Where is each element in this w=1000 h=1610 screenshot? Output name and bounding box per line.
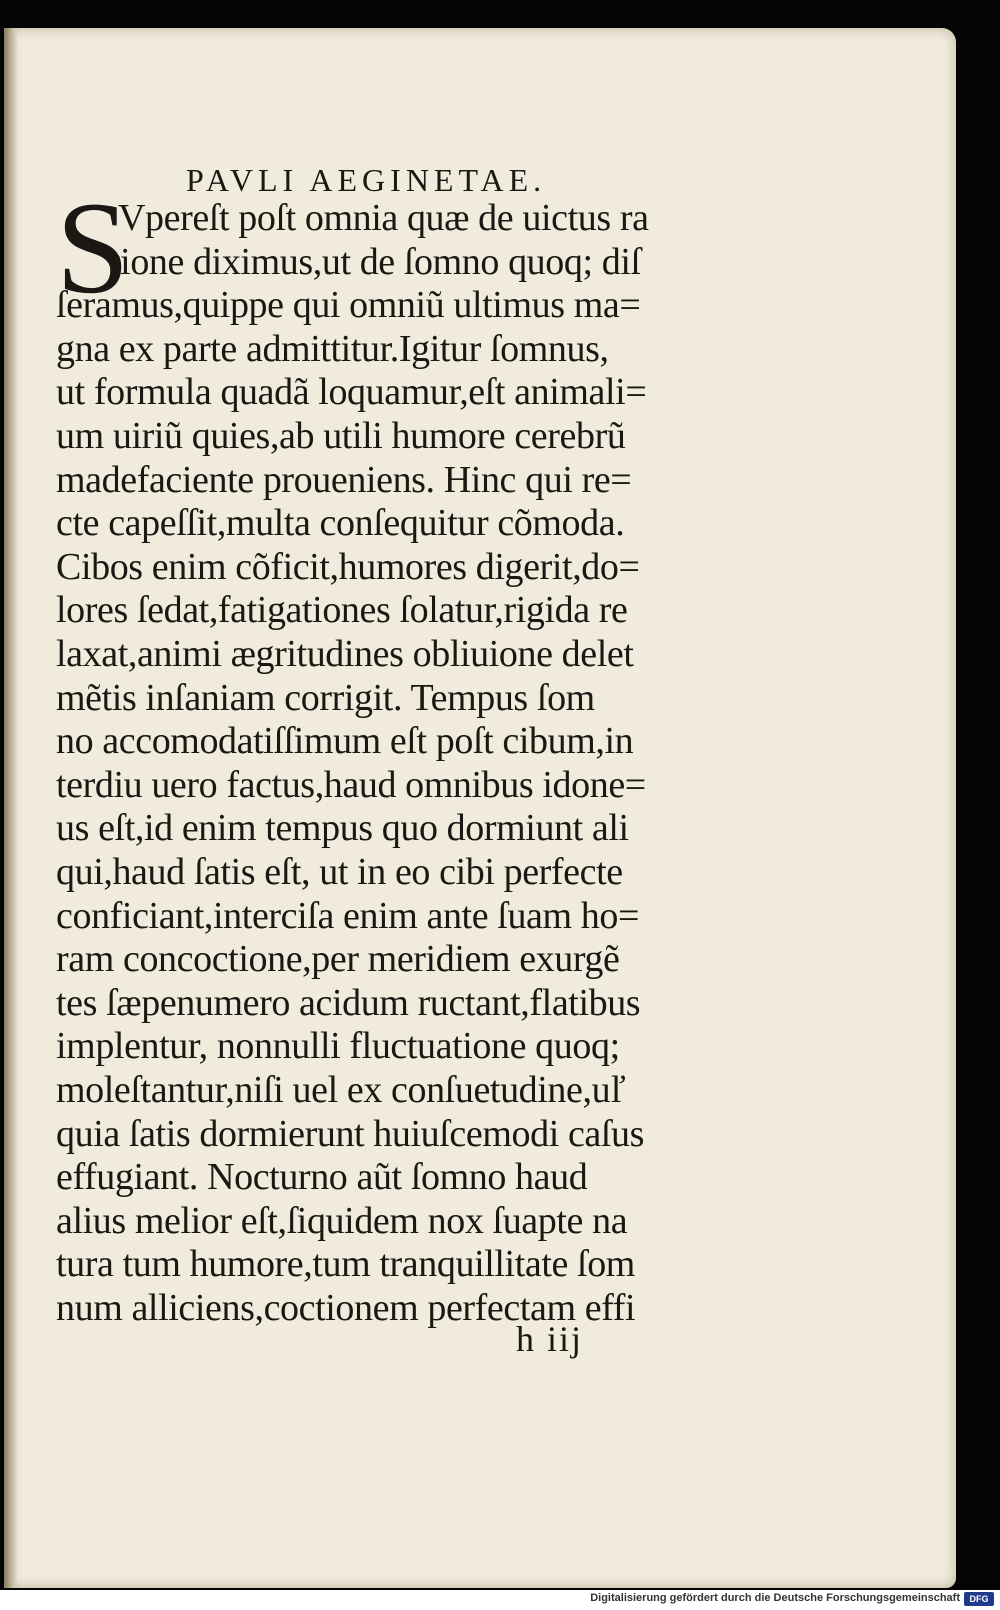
running-head: PAVLI AEGINETAE. (186, 162, 547, 198)
text-line: us eſt,id enim tempus quo dormiunt ali (56, 807, 629, 850)
text-line: alius melior eſt,ſiquidem nox ſuapte na (56, 1199, 628, 1242)
text-line: ram concoctione,per meridiem exurgẽ (56, 938, 620, 981)
text-line: effugiant. Nocturno aũt ſomno haud (56, 1156, 588, 1199)
text-line: gna ex parte admittitur.Igitur ſomnus, (56, 327, 609, 370)
text-line: qui,haud ſatis eſt, ut in eo cibi perfecte (56, 851, 623, 893)
text-line: tura tum humore,tum tranquillitate ſom (56, 1243, 635, 1286)
text-line: Vpereſt poſt omnia quæ de uictus ra (118, 197, 649, 239)
text-line: mẽtis inſaniam corrigit. Tempus ſom (56, 676, 595, 719)
text-line: quia ſatis dormierunt huiuſcemodi caſus (56, 1112, 645, 1155)
text-line: num alliciens,coctionem perfectam effi (56, 1287, 636, 1329)
text-line: lores ſedat,fatigationes ſolatur,rigida re (56, 589, 628, 632)
text-line: tione diximus,ut de ſomno quoq; diſ (110, 240, 641, 283)
text-line: um uiriũ quies,ab utili humore cerebrũ (56, 415, 626, 457)
text-line: tes ſæpenumero acidum ructant,flatibus (56, 981, 641, 1024)
text-line: madefaciente proueniens. Hinc qui re= (56, 458, 632, 501)
dfg-logo: DFG (964, 1592, 994, 1606)
text-line: no accomodatiſſimum eſt poſt cibum,in (56, 720, 634, 763)
text-line: ſeramus,quippe qui omniũ ultimus ma= (56, 284, 641, 327)
text-line: implentur, nonnulli fluctuatione quoq; (56, 1025, 620, 1068)
text-line: conficiant,interciſa enim ante ſuam ho= (56, 894, 639, 937)
text-line: Cibos enim cõficit,humores digerit,do= (56, 545, 640, 588)
text-line: ut formula quadã loquamur,eſt animali= (56, 371, 647, 414)
drop-cap: S (56, 174, 130, 321)
footer-credit: Digitalisierung gefördert durch die Deutsche Forschungsgemeinschaft (590, 1592, 960, 1604)
signature-mark: h iij (516, 1319, 584, 1359)
text-line: moleſtantur,niſi uel ex conſuetudine,uľ (56, 1069, 626, 1111)
text-line: terdiu uero factus,haud omnibus idone= (56, 763, 646, 806)
text-line: laxat,animi ægritudines obliuione delet (56, 633, 634, 675)
text-line: cte capeſſit,multa conſequitur cõmoda. (56, 502, 625, 545)
page-gutter-shadow (4, 28, 18, 1588)
